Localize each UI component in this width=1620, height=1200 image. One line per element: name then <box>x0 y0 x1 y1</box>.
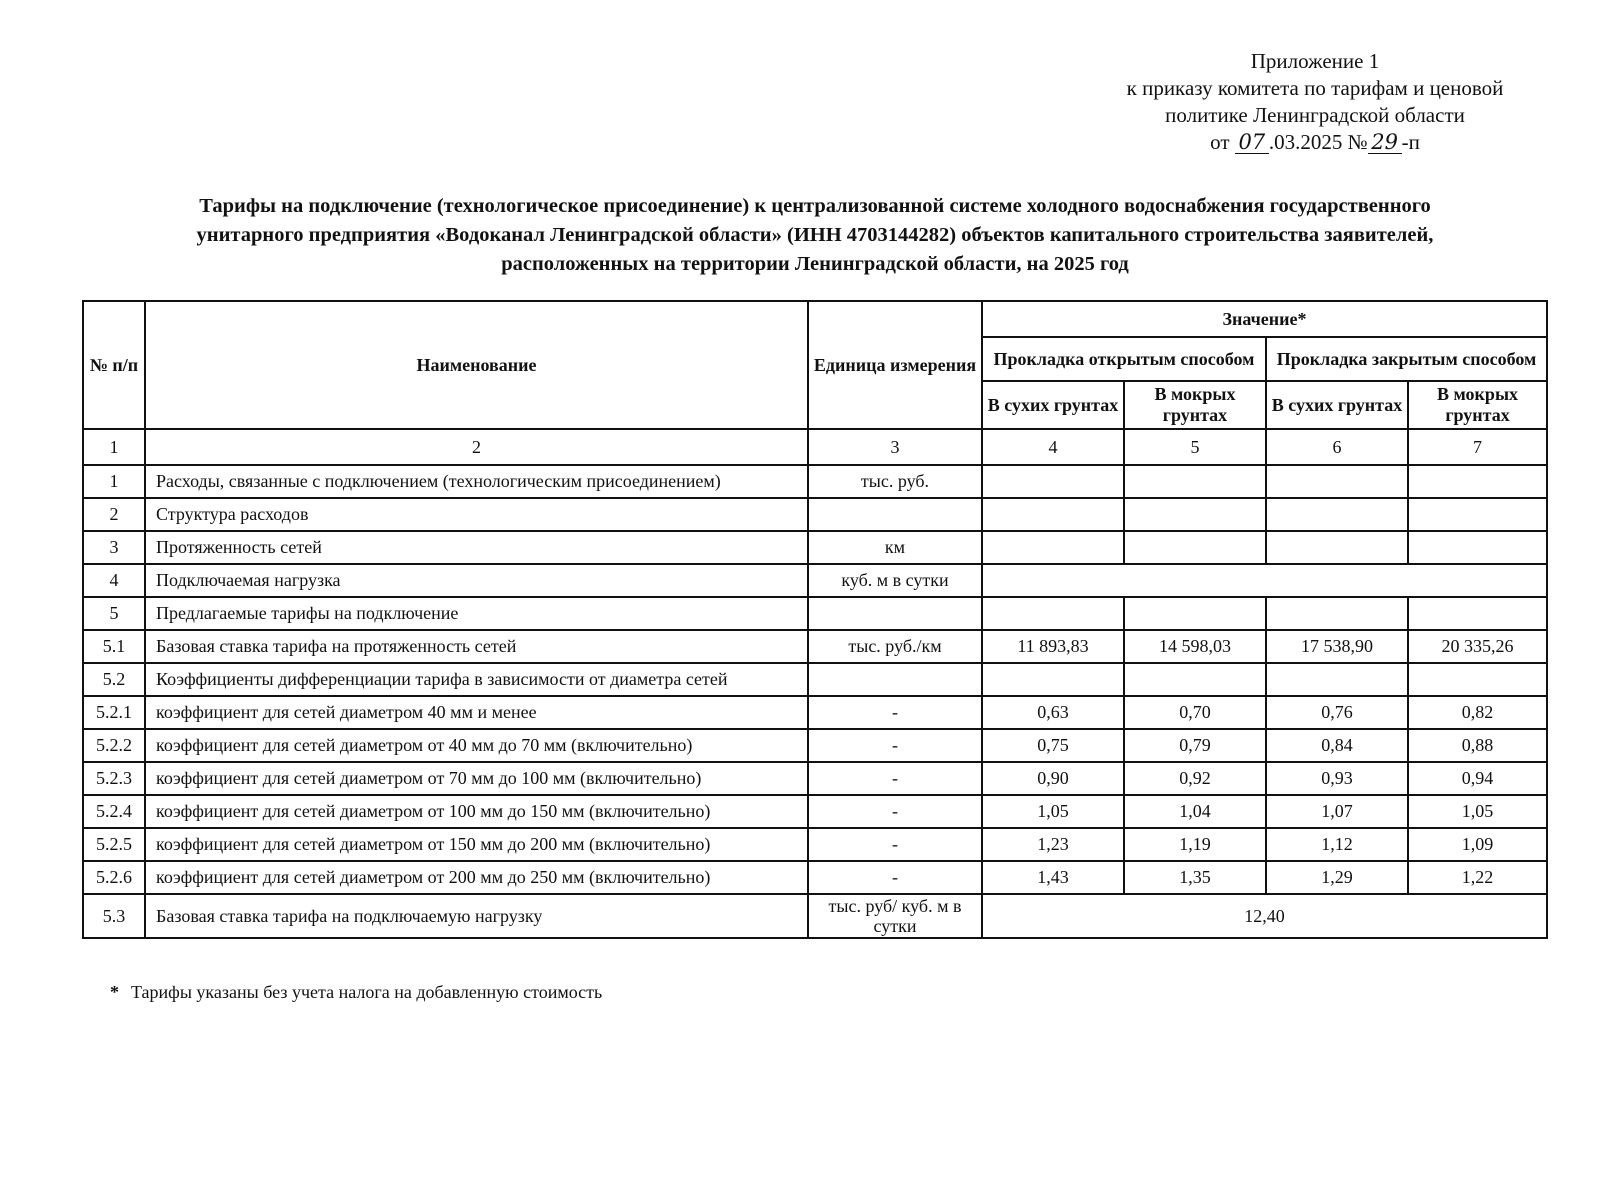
row-unit: - <box>808 762 982 795</box>
value-closed-wet <box>1408 465 1547 498</box>
row-unit <box>808 663 982 696</box>
header-open-method: Прокладка открытым способом <box>982 337 1266 381</box>
document-title <box>95 192 1535 279</box>
value-closed-wet <box>1408 597 1547 630</box>
date-middle: .03.2025 № <box>1268 130 1368 154</box>
row-unit: куб. м в сутки <box>808 564 982 597</box>
header-num: № п/п <box>83 301 145 429</box>
column-number: 1 <box>83 429 145 465</box>
table-row <box>83 663 1547 696</box>
table-row <box>83 531 1547 564</box>
title-line-1: Тарифы на подключение (технологическое присоединение) к централизованной системе холодного водоснабжения государственного <box>199 195 1431 217</box>
row-unit <box>808 498 982 531</box>
value-open-wet: 1,35 <box>1124 861 1266 894</box>
value-closed-dry <box>1266 465 1408 498</box>
row-num: 5.1 <box>83 630 145 663</box>
row-name: коэффициент для сетей диаметром от 70 мм до 100 мм (включительно) <box>145 762 808 795</box>
value-closed-dry <box>1266 663 1408 696</box>
annex-order-line: к приказу комитета по тарифам и ценовой <box>1126 76 1504 100</box>
value-open-wet: 1,19 <box>1124 828 1266 861</box>
value-closed-dry <box>1266 498 1408 531</box>
row-unit: - <box>808 696 982 729</box>
value-open-wet: 0,79 <box>1124 729 1266 762</box>
table-row <box>83 696 1547 729</box>
annex-committee-line: политике Ленинградской области <box>1165 103 1465 127</box>
header-unit: Единица измерения <box>808 301 982 429</box>
row-num: 5.2.5 <box>83 828 145 861</box>
value-closed-dry: 0,76 <box>1266 696 1408 729</box>
value-closed-dry: 17 538,90 <box>1266 630 1408 663</box>
row-num: 5.2.2 <box>83 729 145 762</box>
table-row <box>83 630 1547 663</box>
value-open-wet <box>1124 465 1266 498</box>
handwritten-number: 29 <box>1368 131 1402 154</box>
row-num: 5.2.4 <box>83 795 145 828</box>
value-open-dry: 1,05 <box>982 795 1124 828</box>
row-name: Структура расходов <box>145 498 808 531</box>
value-open-dry: 0,90 <box>982 762 1124 795</box>
table-row <box>83 861 1547 894</box>
row-unit: тыс. руб. <box>808 465 982 498</box>
value-merged <box>982 564 1547 597</box>
table-row <box>83 729 1547 762</box>
date-prefix: от <box>1210 130 1230 154</box>
value-closed-wet: 1,22 <box>1408 861 1547 894</box>
footnote-mark: * <box>110 982 119 1002</box>
value-closed-dry: 0,84 <box>1266 729 1408 762</box>
row-num: 5.2.6 <box>83 861 145 894</box>
row-name: Предлагаемые тарифы на подключение <box>145 597 808 630</box>
annex-title: Приложение 1 <box>1250 49 1380 73</box>
column-number: 3 <box>808 429 982 465</box>
value-open-dry: 0,63 <box>982 696 1124 729</box>
header-closed-wet: В мокрых грунтах <box>1408 381 1547 429</box>
handwritten-day: 07 <box>1235 131 1269 154</box>
value-closed-wet: 0,82 <box>1408 696 1547 729</box>
row-name: коэффициент для сетей диаметром от 200 мм до 250 мм (включительно) <box>145 861 808 894</box>
value-closed-wet <box>1408 498 1547 531</box>
row-name: Базовая ставка тарифа на протяженность сетей <box>145 630 808 663</box>
value-open-wet: 0,92 <box>1124 762 1266 795</box>
row-num: 2 <box>83 498 145 531</box>
row-name: коэффициент для сетей диаметром от 40 мм до 70 мм (включительно) <box>145 729 808 762</box>
row-num: 4 <box>83 564 145 597</box>
value-closed-wet <box>1408 663 1547 696</box>
table-row <box>83 465 1547 498</box>
value-merged: 12,40 <box>982 894 1547 938</box>
row-name: коэффициент для сетей диаметром от 150 мм до 200 мм (включительно) <box>145 828 808 861</box>
footnote <box>110 982 602 1003</box>
number-suffix: -п <box>1401 130 1420 154</box>
row-num: 1 <box>83 465 145 498</box>
value-open-dry: 0,75 <box>982 729 1124 762</box>
value-open-dry <box>982 663 1124 696</box>
column-number-row <box>83 429 1547 465</box>
value-closed-wet: 1,09 <box>1408 828 1547 861</box>
row-name: Подключаемая нагрузка <box>145 564 808 597</box>
value-open-wet <box>1124 597 1266 630</box>
table-row <box>83 828 1547 861</box>
header-open-dry: В сухих грунтах <box>982 381 1124 429</box>
value-open-dry: 1,23 <box>982 828 1124 861</box>
row-unit: - <box>808 861 982 894</box>
row-unit <box>808 597 982 630</box>
row-unit: км <box>808 531 982 564</box>
row-name: Коэффициенты дифференциации тарифа в зависимости от диаметра сетей <box>145 663 808 696</box>
table-row <box>83 795 1547 828</box>
column-number: 4 <box>982 429 1124 465</box>
value-open-dry <box>982 465 1124 498</box>
table-row <box>83 762 1547 795</box>
row-num: 3 <box>83 531 145 564</box>
table-row <box>83 597 1547 630</box>
value-open-dry <box>982 531 1124 564</box>
row-name: Протяженность сетей <box>145 531 808 564</box>
column-number: 2 <box>145 429 808 465</box>
table-row <box>83 894 1547 938</box>
row-num: 5.2.3 <box>83 762 145 795</box>
annex-header <box>1090 48 1540 156</box>
value-open-wet: 1,04 <box>1124 795 1266 828</box>
header-open-wet: В мокрых грунтах <box>1124 381 1266 429</box>
row-unit: - <box>808 729 982 762</box>
row-name: коэффициент для сетей диаметром от 100 мм до 150 мм (включительно) <box>145 795 808 828</box>
value-open-dry: 11 893,83 <box>982 630 1124 663</box>
header-value: Значение* <box>982 301 1547 337</box>
column-number: 6 <box>1266 429 1408 465</box>
row-unit: тыс. руб/ куб. м в сутки <box>808 894 982 938</box>
value-closed-dry: 0,93 <box>1266 762 1408 795</box>
table-row <box>83 498 1547 531</box>
value-open-wet <box>1124 663 1266 696</box>
value-open-wet <box>1124 531 1266 564</box>
title-line-3: расположенных на территории Ленинградской области, на 2025 год <box>501 253 1129 275</box>
row-num: 5.2.1 <box>83 696 145 729</box>
value-closed-wet: 0,94 <box>1408 762 1547 795</box>
row-num: 5.2 <box>83 663 145 696</box>
column-number: 5 <box>1124 429 1266 465</box>
value-open-wet <box>1124 498 1266 531</box>
value-closed-dry: 1,07 <box>1266 795 1408 828</box>
row-num: 5.3 <box>83 894 145 938</box>
row-name: Расходы, связанные с подключением (технологическим присоединением) <box>145 465 808 498</box>
header-name: Наименование <box>145 301 808 429</box>
row-unit: - <box>808 828 982 861</box>
footnote-text: Тарифы указаны без учета налога на добавленную стоимость <box>131 982 603 1002</box>
tariff-table <box>82 300 1548 939</box>
column-number: 7 <box>1408 429 1547 465</box>
row-unit: тыс. руб./км <box>808 630 982 663</box>
value-open-wet: 14 598,03 <box>1124 630 1266 663</box>
value-closed-dry <box>1266 597 1408 630</box>
row-name: Базовая ставка тарифа на подключаемую нагрузку <box>145 894 808 938</box>
row-num: 5 <box>83 597 145 630</box>
header-closed-method: Прокладка закрытым способом <box>1266 337 1547 381</box>
value-closed-wet: 0,88 <box>1408 729 1547 762</box>
value-closed-wet <box>1408 531 1547 564</box>
value-open-dry <box>982 498 1124 531</box>
value-open-wet: 0,70 <box>1124 696 1266 729</box>
annex-date-line <box>1090 129 1540 156</box>
title-line-2: унитарного предприятия «Водоканал Ленинградской области» (ИНН 4703144282) объектов капитального строительства заявителей, <box>196 224 1434 246</box>
row-name: коэффициент для сетей диаметром 40 мм и менее <box>145 696 808 729</box>
value-open-dry: 1,43 <box>982 861 1124 894</box>
header-closed-dry: В сухих грунтах <box>1266 381 1408 429</box>
value-closed-wet: 1,05 <box>1408 795 1547 828</box>
value-open-dry <box>982 597 1124 630</box>
value-closed-dry <box>1266 531 1408 564</box>
value-closed-dry: 1,29 <box>1266 861 1408 894</box>
row-unit: - <box>808 795 982 828</box>
value-closed-dry: 1,12 <box>1266 828 1408 861</box>
table-row <box>83 564 1547 597</box>
value-closed-wet: 20 335,26 <box>1408 630 1547 663</box>
